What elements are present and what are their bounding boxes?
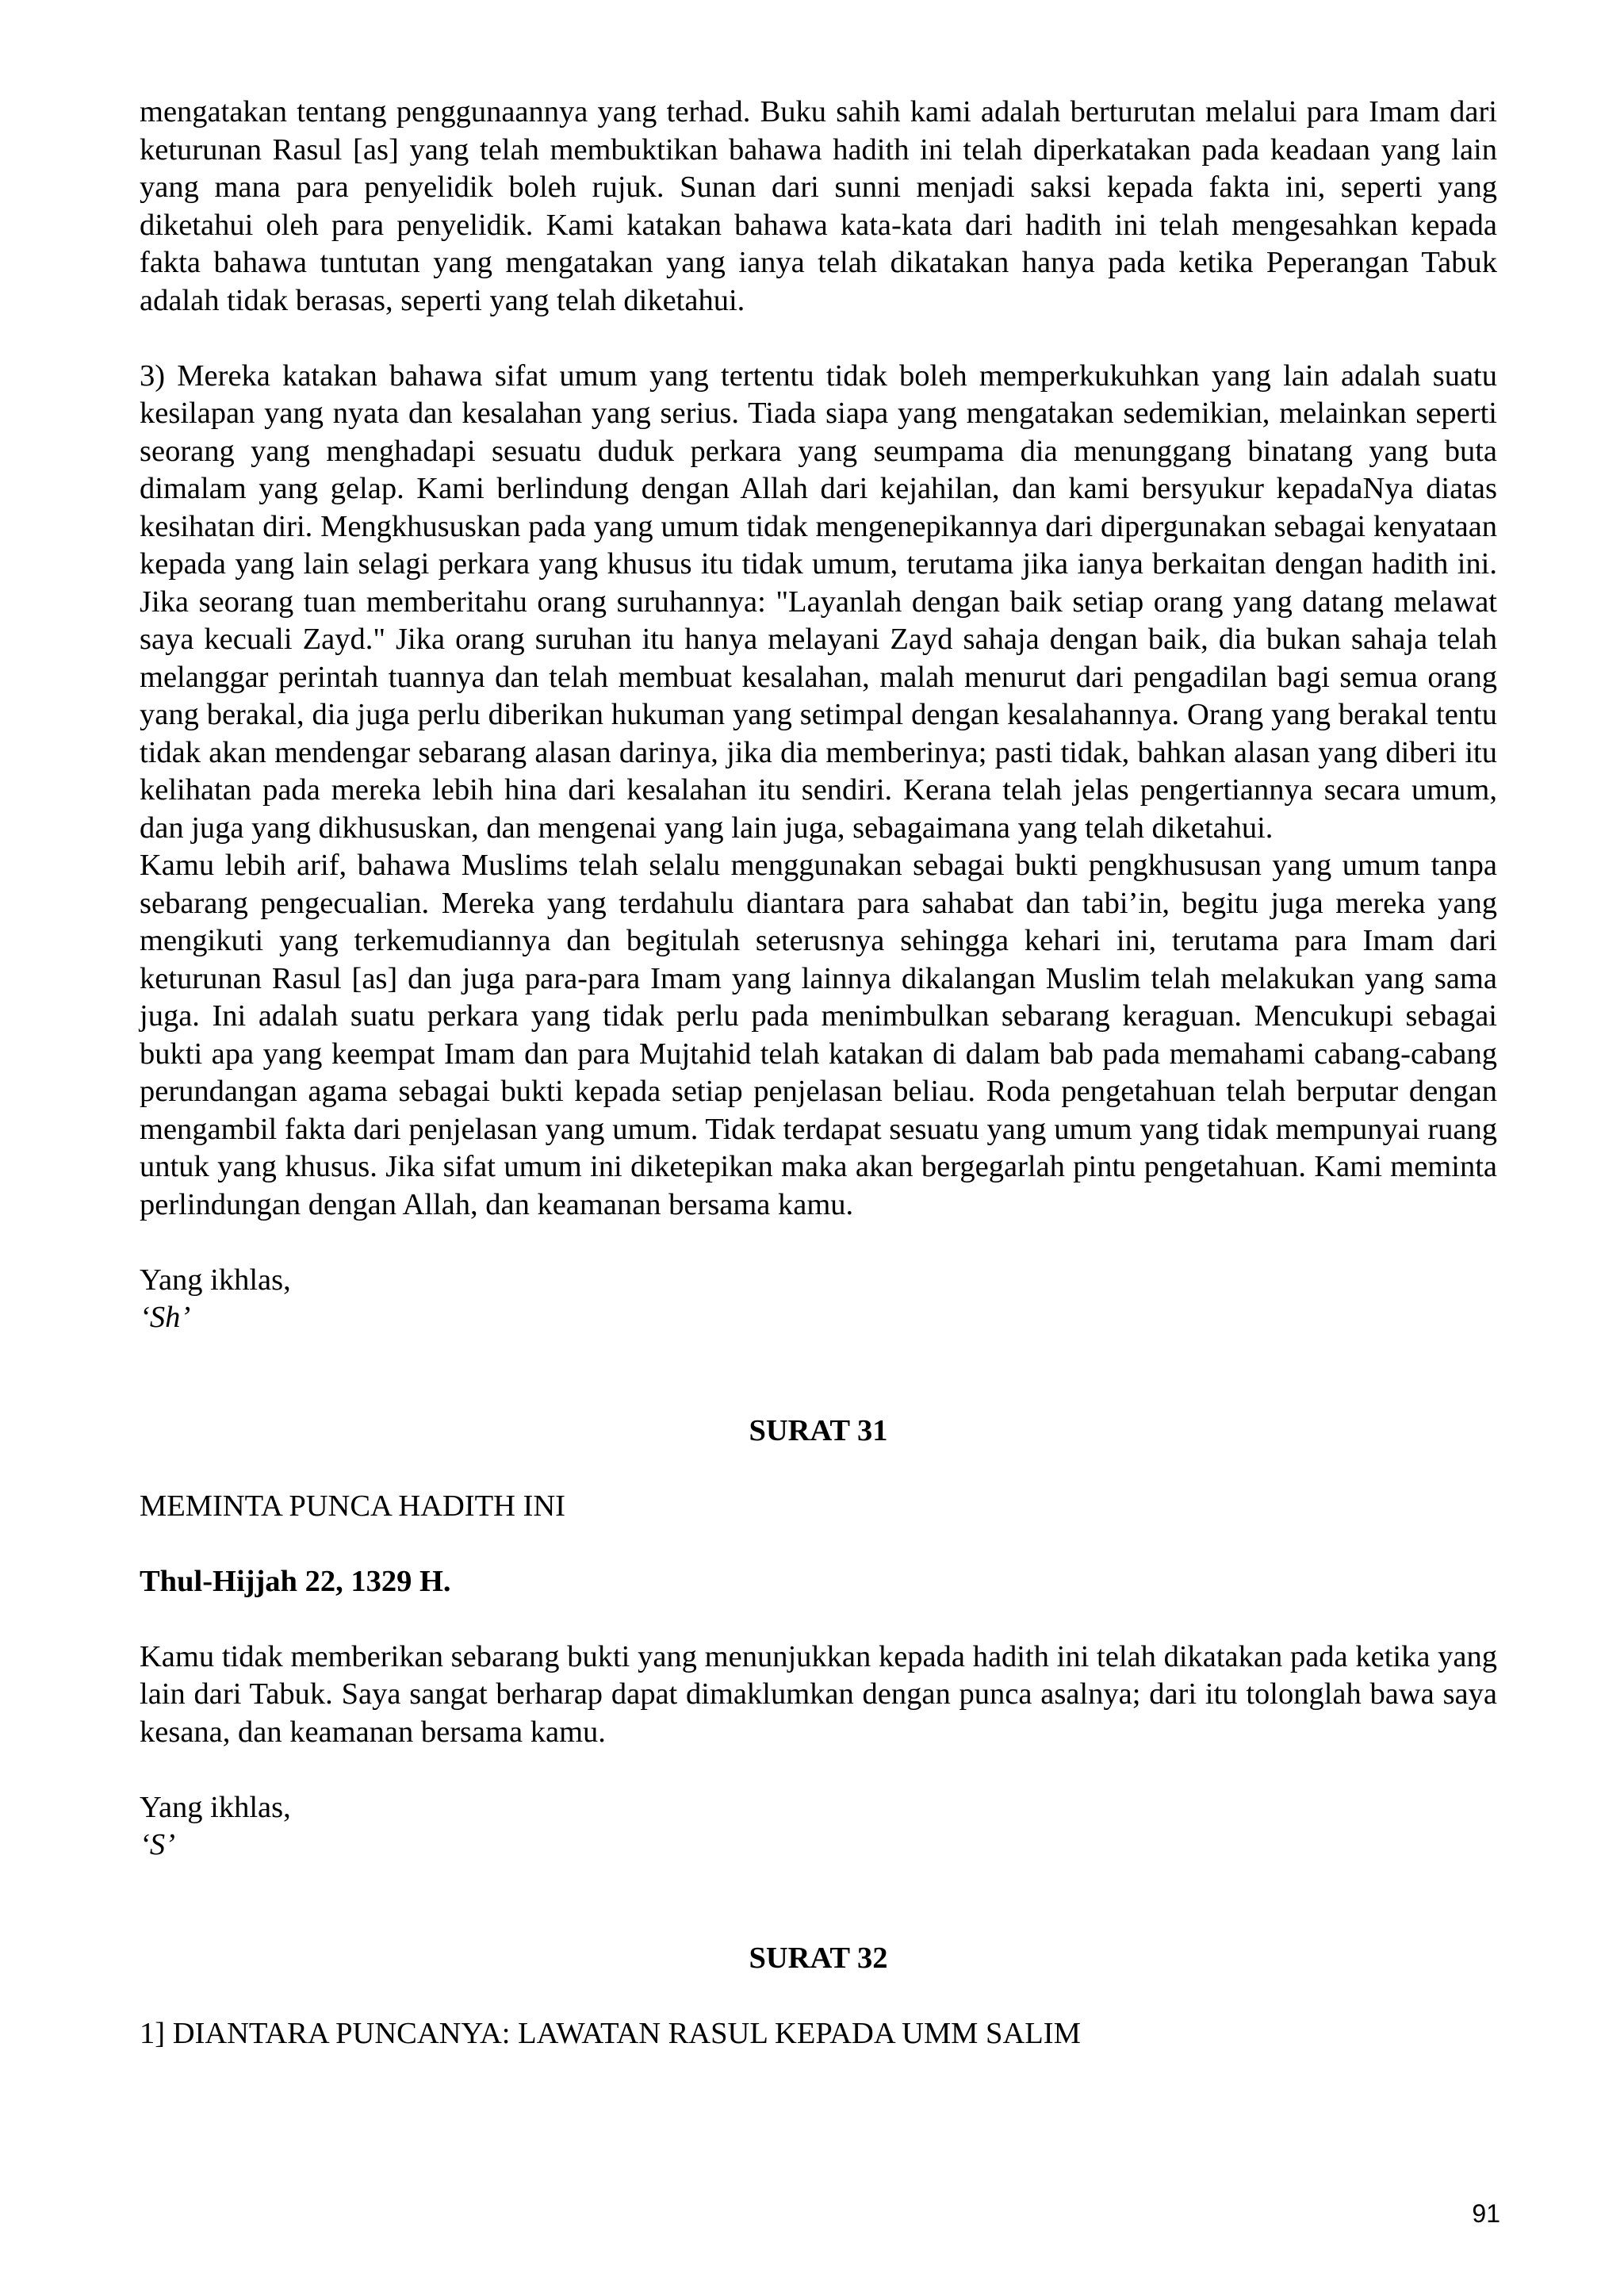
- closing-salutation: Yang ikhlas,: [140, 1790, 291, 1824]
- section-spacer: [140, 1865, 1497, 1940]
- closing-signature: ‘S’: [140, 1828, 175, 1861]
- body-paragraph-1: mengatakan tentang penggunaannya yang terhad. Buku sahih kami adalah berturutan melalui para Imam dari keturunan Rasul [as] yang telah membuktikan bahawa hadith ini telah diperkatakan pada keadaan yang lain yang mana para penyelidik boleh rujuk. Sunan dari sunni menjadi saksi kepada fakta ini, seperti yang diketahui oleh para penyelidik. Kami katakan bahawa kata-kata dari hadith ini telah mengesahkan kepada fakta bahawa tuntutan yang mengatakan yang ianya telah dikatakan hanya pada ketika Peperangan Tabuk adalah tidak berasas, seperti yang telah diketahui.: [140, 95, 1497, 317]
- paragraph-spacer: [140, 1525, 1497, 1563]
- document-page: [140, 94, 1497, 2053]
- letter-31-body: Kamu tidak memberikan sebarang bukti yang menunjukkan kepada hadith ini telah dikatakan pada ketika yang lain dari Tabuk. Saya sangat berharap dapat dimaklumkan dengan punca asalnya; dari itu tolonglah bawa saya kesana, dan keamanan bersama kamu.: [140, 1639, 1497, 1749]
- closing-signature: ‘Sh’: [140, 1301, 191, 1334]
- letter-31-subject: MEMINTA PUNCA HADITH INI: [140, 1489, 565, 1523]
- body-paragraph-2: 3) Mereka katakan bahawa sifat umum yang tertentu tidak boleh memperkukuhkan yang lain adalah suatu kesilapan yang nyata dan kesalahan yang serius. Tiada siapa yang mengatakan sedemikian, melainkan seperti seorang yang menghadapi sesuatu duduk perkara yang seumpama dia menunggang binatang yang buta dimalam yang gelap. Kami berlindung dengan Allah dari kejahilan, dan kami bersyukur kepadaNya diatas kesihatan diri. Mengkhususkan pada yang umum tidak mengenepikannya dari dipergunakan sebagai kenyataan kepada yang lain selagi perkara yang khusus itu tidak umum, terutama jika ianya berkaitan dengan hadith ini. Jika seorang tuan memberitahu orang suruhannya: "Layanlah dengan baik setiap orang yang datang melawat saya kecuali Zayd." Jika orang suruhan itu hanya melayani Zayd sahaja dengan baik, dia bukan sahaja telah melanggar perintah tuannya dan telah membuat kesalahan, malah menurut dari pengadilan bagi semua orang yang berakal, dia juga perlu diberikan hukuman yang setimpal dengan kesalahannya. Orang yang berakal tentu tidak akan mendengar sebarang alasan darinya, jika dia memberinya; pasti tidak, bahkan alasan yang diberi itu kelihatan pada mereka lebih hina dari kesalahan itu sendiri. Kerana telah jelas pengertiannya secara umum, dan juga yang dikhususkan, dan mengenai yang lain juga, sebagaimana yang telah diketahui.: [140, 358, 1497, 845]
- paragraph-spacer: [140, 1977, 1497, 2015]
- paragraph-spacer: [140, 1450, 1497, 1488]
- closing-salutation: Yang ikhlas,: [140, 1263, 291, 1297]
- letter-31-date: Thul-Hijjah 22, 1329 H.: [140, 1564, 451, 1598]
- page-number: 91: [1472, 2199, 1500, 2228]
- paragraph-spacer: [140, 1224, 1497, 1262]
- paragraph-spacer: [140, 1751, 1497, 1789]
- body-paragraph-3: Kamu lebih arif, bahawa Muslims telah selalu menggunakan sebagai bukti pengkhususan yang umum tanpa sebarang pengecualian. Mereka yang terdahulu diantara para sahabat dan tabi’in, begitu juga mereka yang mengikuti yang terkemudiannya dan begitulah seterusnya sehingga kehari ini, terutama para Imam dari keturunan Rasul [as] dan juga para-para Imam yang lainnya dikalangan Muslim telah melakukan yang sama juga. Ini adalah suatu perkara yang tidak perlu pada menimbulkan sebarang keraguan. Mencukupi sebagai bukti apa yang keempat Imam dan para Mujtahid telah katakan di dalam bab pada memahami cabang-cabang perundangan agama sebagai bukti kepada setiap penjelasan beliau. Roda pengetahuan telah berputar dengan mengambil fakta dari penjelasan yang umum. Tidak terdapat sesuatu yang umum yang tidak mempunyai ruang untuk yang khusus. Jika sifat umum ini diketepikan maka akan bergegarlah pintu pengetahuan. Kami meminta perlindungan dengan Allah, dan keamanan bersama kamu.: [140, 849, 1497, 1221]
- letter-31-heading: SURAT 31: [749, 1413, 888, 1447]
- section-spacer: [140, 1337, 1497, 1412]
- paragraph-spacer: [140, 1600, 1497, 1639]
- letter-32-subject: 1] DIANTARA PUNCANYA: LAWATAN RASUL KEPADA UMM SALIM: [140, 2016, 1081, 2050]
- letter-32-heading: SURAT 32: [749, 1941, 888, 1975]
- paragraph-spacer: [140, 320, 1497, 358]
